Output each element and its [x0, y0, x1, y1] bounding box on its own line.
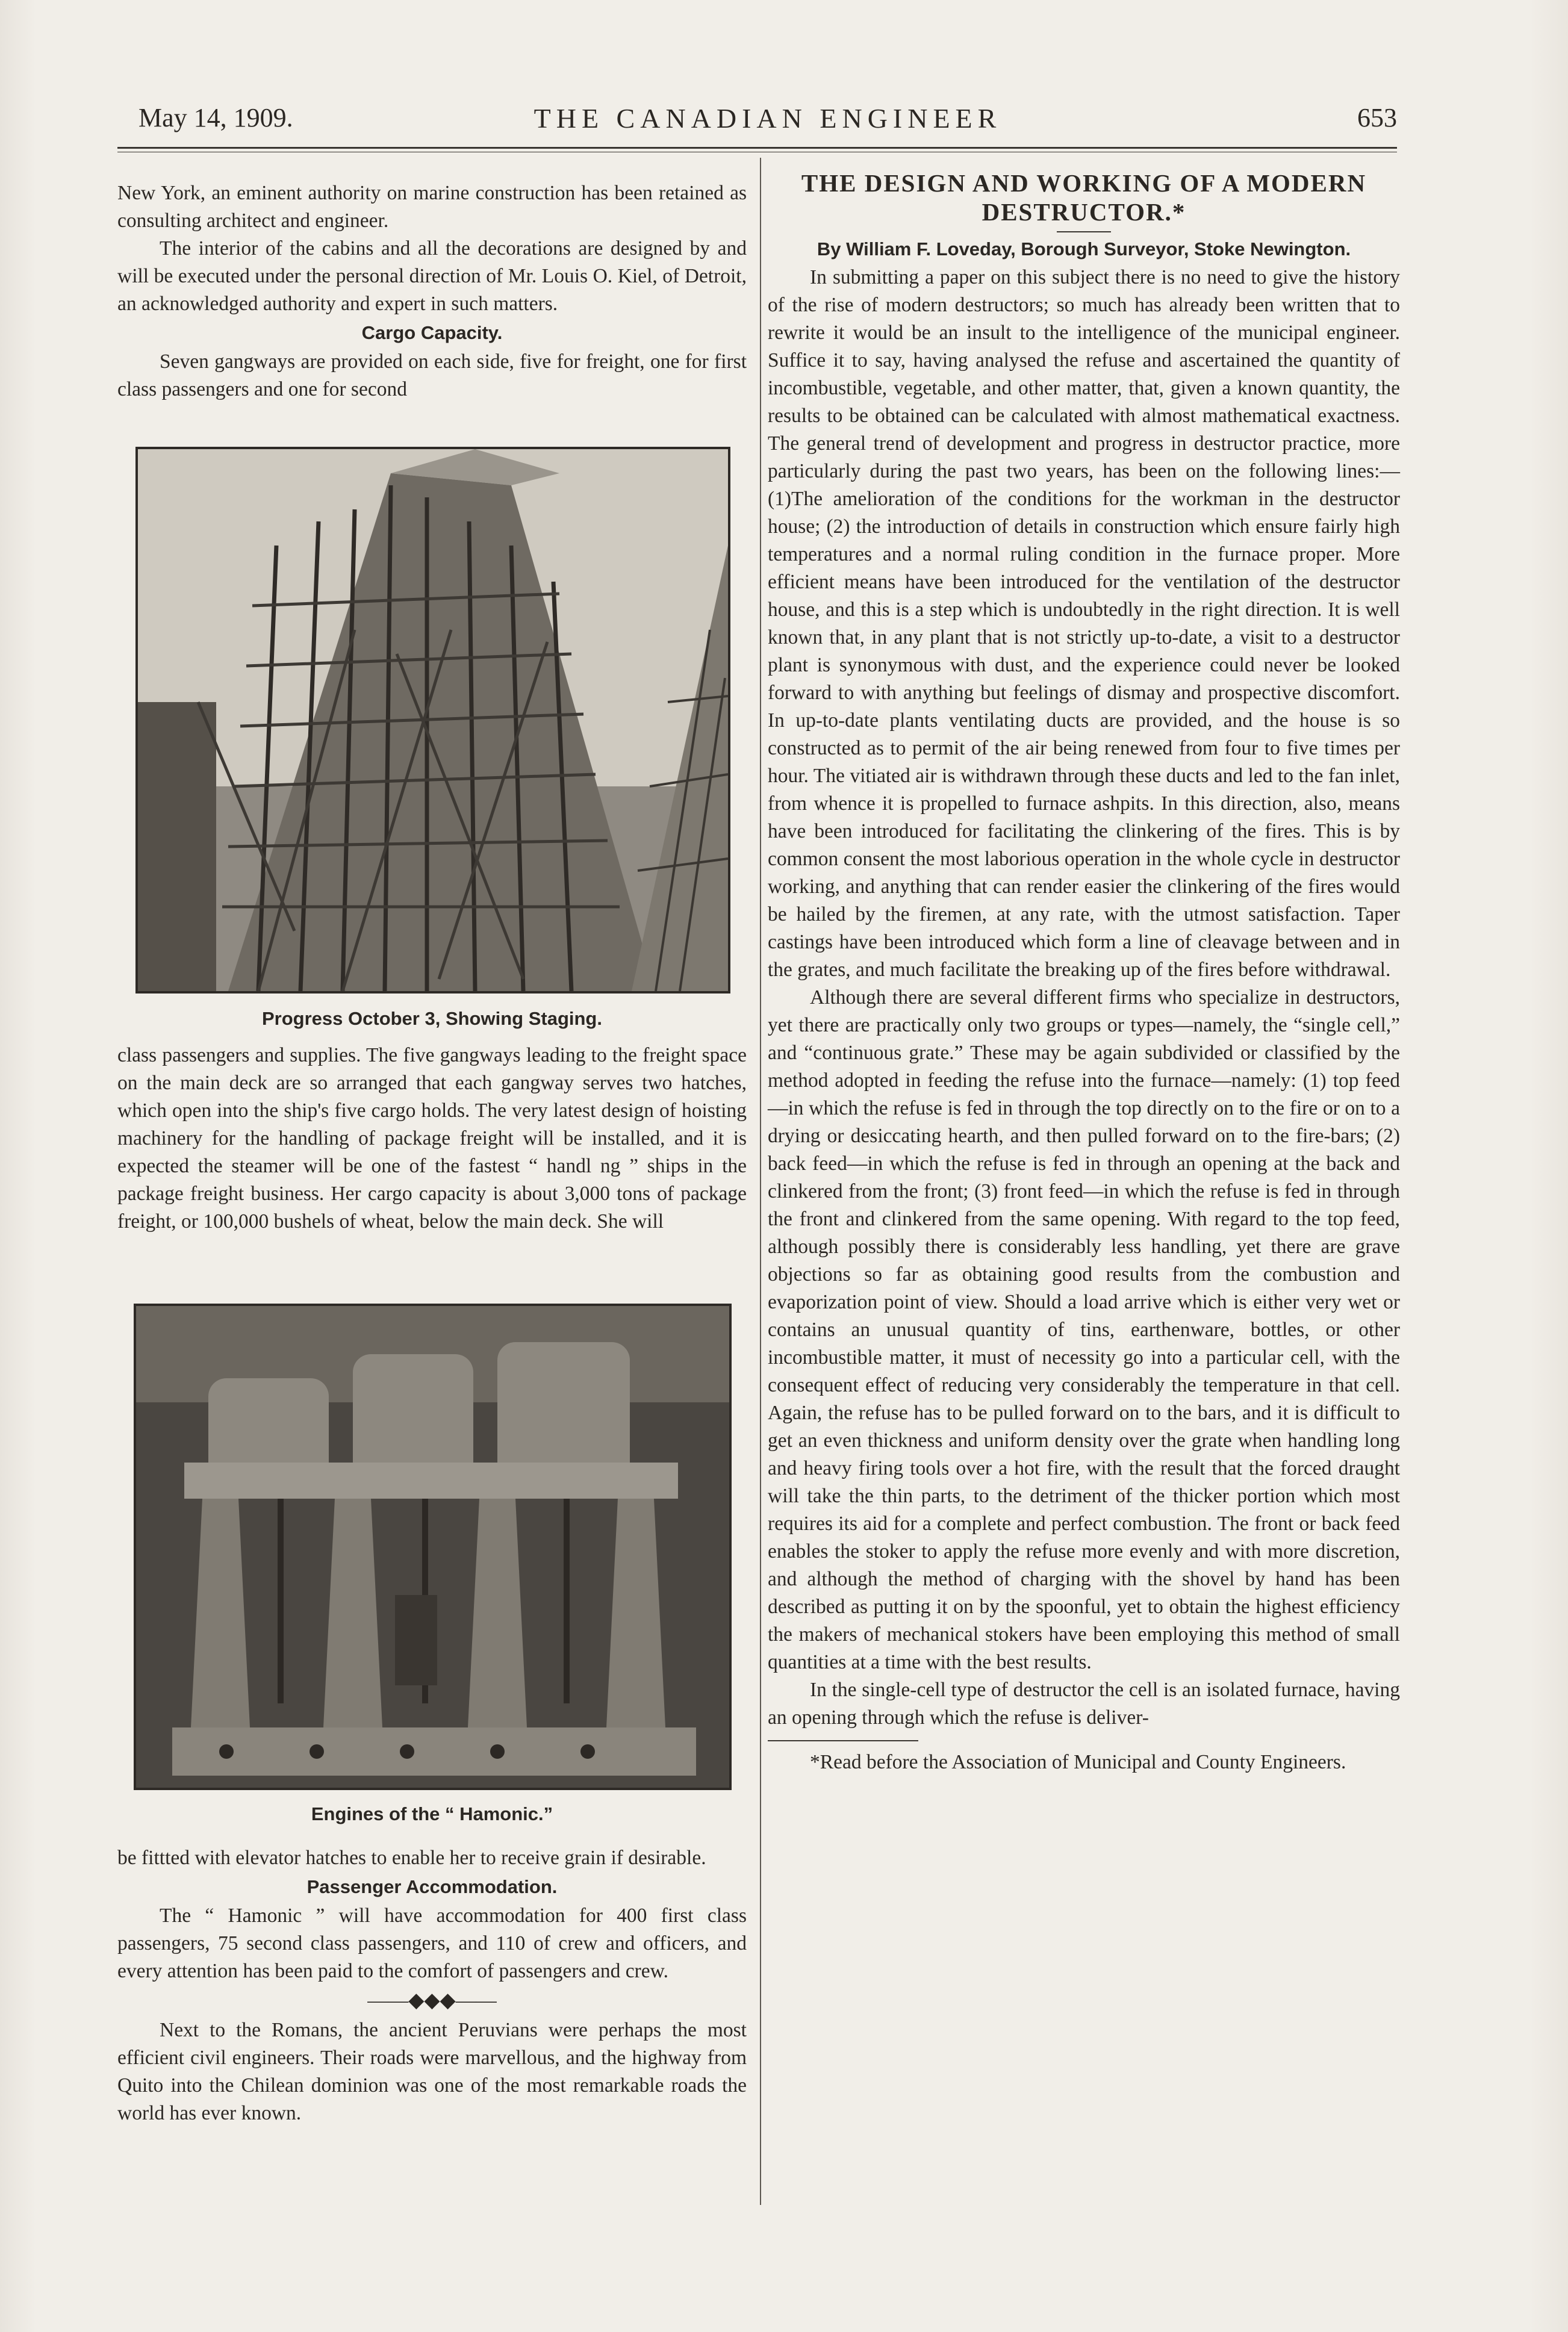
paragraph: In submitting a paper on this subject there is no need to give the history of the rise of modern destructors; so much has already been written that to rewrite it would be an insult to the intelligence of the municipal engineer. Suffice it to say, having analysed the refuse and ascertained the quantity of incombustible, vegetable, and other matter, that, given a known quantity, the results to be obtained can be calculated with almost mathematical exactness. The general trend of development and progress in destructor practice, more particularly during the past two years, has been on the following lines:—(1)The amelioration of the conditions for the workman in the destructor house; (2) the introduction of details in construction which ensure fairly high temperatures and a normal ruling condition in the furnace proper. More efficient means have been introduced for the ventilation of the destructor house, and this is a step which is undoubtedly in the right direction. It is well known that, in any plant that is not strictly up-to-date, a visit to a destructor plant is synonymous with dust, and the experience could never be looked forward to with anything but feelings of dismay and prospective discomfort. In up-to-date plants ventilating ducts are provided, and the house is so constructed as to permit of the air being renewed from four to five times per hour. The vitiated air is withdrawn through these ducts and led to the fan inlet, from whence it is propelled to furnace ashpits. In this direction, also, means have been introduced for facilitating the clinkering of the fires. This is by common consent the most laborious operation in the whole cycle in destructor working, and anything that can render easier the clinkering of the fires would be hailed by the firemen, at any rate, with the utmost satisfaction. Taper castings have been introduced which form a line of cleavage between and in the grates, and much facilitate the breaking up of the fires before withdrawal. [768, 266, 1400, 981]
left-column-bottom [117, 1844, 747, 2127]
engines-photo [134, 1304, 732, 1790]
running-header [138, 102, 1397, 145]
page-number: 653 [1357, 103, 1397, 132]
hamonic-engines-image [136, 1306, 729, 1788]
passenger-accommodation-heading: Passenger Accommodation. [306, 1876, 558, 1897]
column-divider [760, 158, 761, 2205]
paragraph: In the single-cell type of destructor the cell is an isolated furnace, having an opening through which the refuse is deliver- [768, 1679, 1400, 1729]
paragraph: Although there are several different firms who specialize in destructors, yet there are practically only two groups or types—namely, the “single cell,” and “continuous grate.” These may be again subdivided or classified by the method adopted in feeding the refuse into the furnace—namely: (1) top feed—in which the refuse is fed in through the top directly on to the fire or on to a drying or desiccating hearth, and then pulled forward on to the fire-bars; (2) back feed—in which the refuse is fed in through an opening at the back and clinkered from the front; (3) front feed—in which the refuse is fed in through the front and clinkered from the same opening. With regard to the top feed, although possibly there is considerably less handling, yet there are grave objections so far as obtaining good results from the combustion and evaporization point of view. Should a load arrive which is either very wet or contains an unusual quantity of tins, earthenware, bottles, or other incombustible matter, it must of necessity go into a particular cell, with the consequent effect of reducing very considerably the temperature in that cell. Again, the refuse has to be pulled forward on to the bars, and it is difficult to get an even thickness and uniform density over the grate when handling long and heavy firing tools over a hot fire, with the result that the forced draught will take the thin parts, to the detriment of the thicker portion which most requires its aid for a complete and perfect combustion. The front or back feed enables the stoker to apply the refuse more evenly and with more discretion, and although the method of charging with the shovel by hand has been described as putting it on by the spoonful, yet to obtain the highest efficiency the makers of mechanical stokers have been employing this method of small quantities at a time with the best results. [768, 986, 1400, 1673]
ship-staging-image [138, 449, 728, 991]
journal-title: THE CANADIAN ENGINEER [534, 103, 1002, 134]
paragraph: The interior of the cabins and all the decorations are designed by and will be executed under the personal direction of Mr. Louis O. Kiel, of Detroit, an acknowledged authority and expert in such matters. [117, 237, 747, 315]
left-column-middle [117, 1042, 747, 1236]
cargo-capacity-heading: Cargo Capacity. [361, 322, 503, 343]
article-byline: By William F. Loveday, Borough Surveyor, Stoke Newington. [817, 238, 1351, 260]
article-title: THE DESIGN AND WORKING OF A MODERN DESTRUCTOR.* [801, 169, 1367, 226]
title-rule [1057, 231, 1111, 232]
paragraph: The “ Hamonic ” will have accommodation for 400 first class passengers, 75 second class passengers, and 110 of crew and officers, and every attention has been paid to the comfort of passengers and crew. [117, 1904, 747, 1982]
paragraph: Seven gangways are provided on each side, five for freight, one for first class passengers and one for second [117, 350, 747, 400]
staging-photo-caption: Progress October 3, Showing Staging. [262, 1008, 602, 1029]
paragraph: be fittted with elevator hatches to enable her to receive grain if desirable. [117, 1847, 706, 1869]
right-column [768, 169, 1400, 1776]
issue-date: May 14, 1909. [138, 103, 293, 132]
header-rule [117, 147, 1397, 149]
paragraph: class passengers and supplies. The five gangways leading to the freight space on the main deck are so arranged that each gangway serves two hatches, which open into the ship's five cargo holds. The very latest design of hoisting machinery for the handling of package freight will be installed, and it is expected the steamer will be one of the fastest “ handl ng ” ships in the package freight business. Her cargo capacity is about 3,000 tons of package freight, or 100,000 bushels of wheat, below the main deck. She will [117, 1044, 747, 1233]
paragraph: New York, an eminent authority on marine construction has been retained as consulting architect and engineer. [117, 182, 747, 232]
footnote: *Read before the Association of Municipal and County Engineers. [810, 1751, 1346, 1773]
section-ornament: ——◆◆◆—— [367, 1989, 497, 2012]
engines-photo-caption: Engines of the “ Hamonic.” [311, 1803, 553, 1824]
left-column-top [117, 179, 747, 403]
paragraph: Next to the Romans, the ancient Peruvians were perhaps the most efficient civil engineers. Their roads were marvellous, and the highway from Quito into the Chilean dominion was one of the most remarkable roads the world has ever known. [117, 2019, 747, 2124]
staging-photo [135, 447, 730, 993]
footnote-rule [768, 1740, 918, 1741]
